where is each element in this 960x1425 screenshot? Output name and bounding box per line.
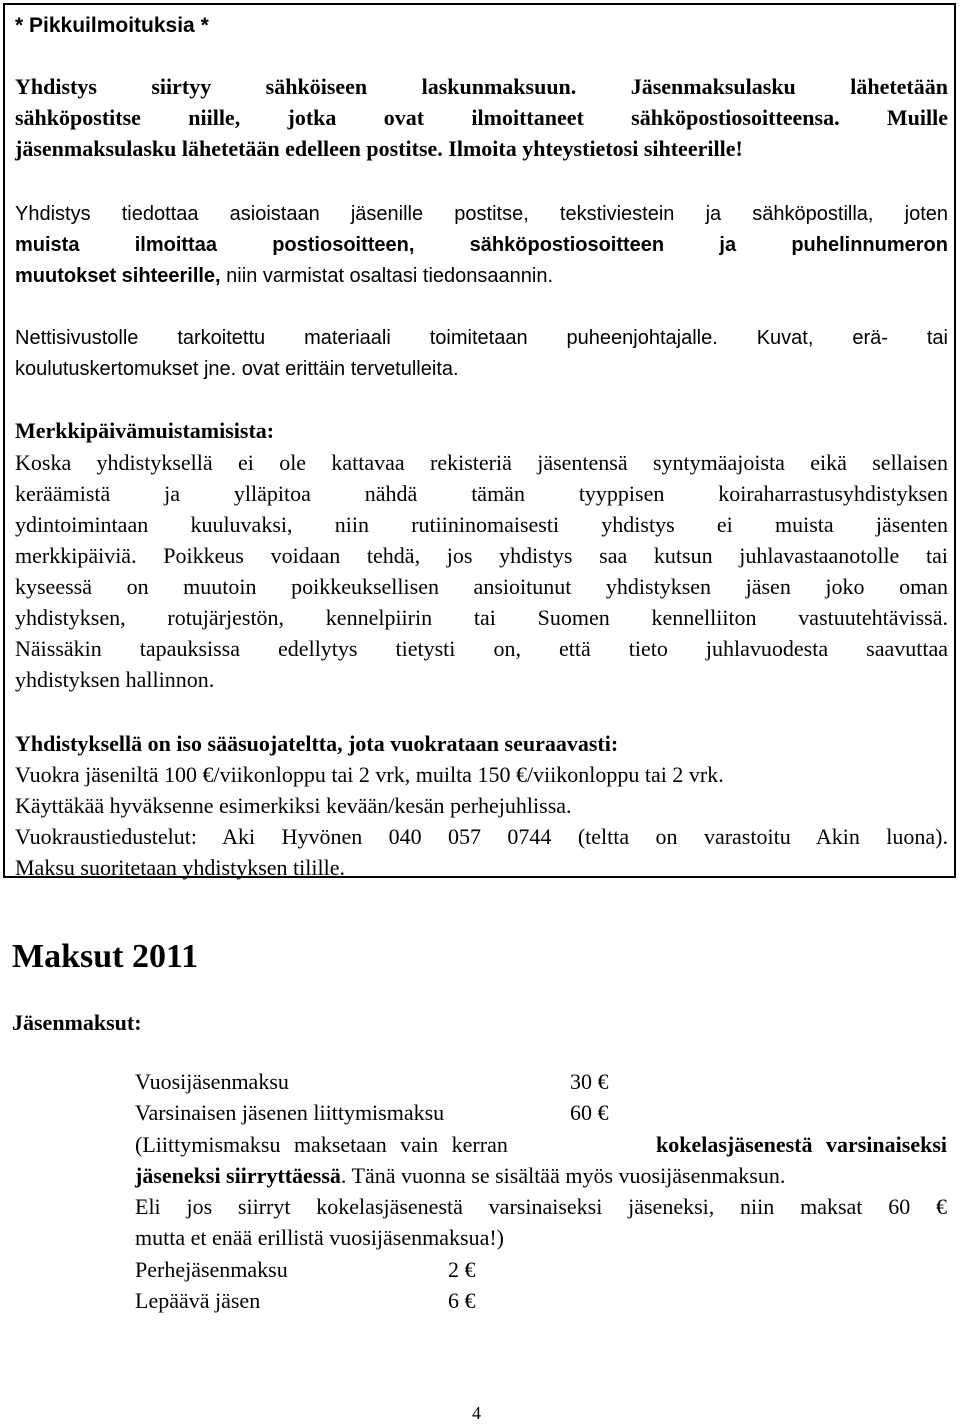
birthdays-line: yhdistyksen, rotujärjestön, kennelpiirin tai Suomen kennelliiton vastuutehtävissä. bbox=[15, 605, 948, 630]
fee-label: Lepäävä jäsen bbox=[135, 1288, 261, 1313]
birthdays-line: ydintoimintaan kuuluvaksi, niin rutiininomaisesti yhdistys ei muista jäsenten bbox=[15, 512, 948, 537]
billing-line: sähköpostitse niille, jotka ovat ilmoittaneet sähköpostiosoitteensa. Muille bbox=[15, 105, 948, 130]
fee-amount: 6 € bbox=[448, 1288, 476, 1313]
fee-label: Varsinaisen jäsenen liittymismaksu bbox=[135, 1100, 445, 1125]
info-text: niin varmistat osaltasi tiedonsaannin. bbox=[220, 265, 554, 287]
billing-line: Yhdistys siirtyy sähköiseen laskunmaksuun. Jäsenmaksulasku lähetetään bbox=[15, 74, 948, 99]
notice-heading: * Pikkuilmoituksia * bbox=[15, 14, 209, 37]
fees-title: Maksut 2011 bbox=[12, 938, 199, 975]
tent-line: Vuokra jäseniltä 100 €/viikonloppu tai 2 vrk, muilta 150 €/viikonloppu tai 2 vrk. bbox=[15, 762, 724, 787]
tent-line: Käyttäkää hyväksenne esimerkiksi kevään/kesän perhejuhlissa. bbox=[15, 793, 572, 818]
fee-note-emphasis: kokelasjäsenestä varsinaiseksi bbox=[656, 1132, 947, 1157]
fee-note-text: (Liittymismaksu maksetaan vain kerran bbox=[135, 1132, 508, 1157]
fee-note-line bbox=[135, 1160, 947, 1191]
fee-amount: 30 € bbox=[570, 1069, 609, 1094]
tent-heading: Yhdistyksellä on iso sääsuojateltta, jota vuokrataan seuraavasti: bbox=[15, 731, 619, 756]
web-line: koulutuskertomukset jne. ovat erittäin tervetulleita. bbox=[15, 358, 459, 380]
tent-line: Maksu suoritetaan yhdistyksen tilille. bbox=[15, 855, 345, 880]
info-line: muista ilmoittaa postiosoitteen, sähköpostiosoitteen ja puhelinnumeron bbox=[15, 234, 948, 256]
info-line: Yhdistys tiedottaa asioistaan jäsenille postitse, tekstiviestein ja sähköpostilla, joten bbox=[15, 203, 948, 225]
fee-label: Vuosijäsenmaksu bbox=[135, 1069, 289, 1094]
fee-label: Perhejäsenmaksu bbox=[135, 1257, 288, 1282]
birthdays-line: kyseessä on muutoin poikkeuksellisen ansioitunut yhdistyksen jäsen joko oman bbox=[15, 574, 948, 599]
fee-amount: 2 € bbox=[448, 1257, 476, 1282]
page-number: 4 bbox=[472, 1403, 481, 1423]
tent-line: Vuokraustiedustelut: Aki Hyvönen 040 057 0744 (teltta on varastoitu Akin luona). bbox=[15, 824, 948, 849]
birthdays-line: yhdistyksen hallinnon. bbox=[15, 667, 215, 692]
fees-subtitle: Jäsenmaksut: bbox=[12, 1010, 142, 1035]
fee-note-line: mutta et enää erillistä vuosijäsenmaksua!) bbox=[135, 1225, 504, 1250]
fee-note-emphasis: jäseneksi siirryttäessä bbox=[135, 1163, 341, 1188]
notice-box bbox=[3, 3, 956, 878]
fee-note-text: . Tänä vuonna se sisältää myös vuosijäsenmaksun. bbox=[340, 1163, 786, 1188]
birthdays-line: keräämistä ja ylläpitoa nähdä tämän tyyppisen koiraharrastusyhdistyksen bbox=[15, 481, 948, 506]
fee-amount: 60 € bbox=[570, 1100, 609, 1125]
info-emphasis: muutokset sihteerille, bbox=[15, 265, 221, 287]
birthdays-line: Koska yhdistyksellä ei ole kattavaa rekisteriä jäsentensä syntymäajoista eikä sellaisen bbox=[15, 450, 948, 475]
fee-note-line: Eli jos siirryt kokelasjäsenestä varsinaiseksi jäseneksi, niin maksat 60 € bbox=[135, 1194, 947, 1219]
birthdays-line: Näissäkin tapauksissa edellytys tietysti on, että tieto juhlavuodesta saavuttaa bbox=[15, 636, 948, 661]
fee-note-line bbox=[135, 1129, 947, 1160]
birthdays-line: merkkipäiviä. Poikkeus voidaan tehdä, jos yhdistys saa kutsun juhlavastaanotolle tai bbox=[15, 543, 948, 568]
web-line: Nettisivustolle tarkoitettu materiaali toimitetaan puheenjohtajalle. Kuvat, erä- tai bbox=[15, 327, 948, 349]
birthdays-heading: Merkkipäivämuistamisista: bbox=[15, 418, 275, 443]
info-line bbox=[15, 261, 948, 292]
billing-line: jäsenmaksulasku lähetetään edelleen postitse. Ilmoita yhteystietosi sihteerille! bbox=[15, 136, 743, 161]
